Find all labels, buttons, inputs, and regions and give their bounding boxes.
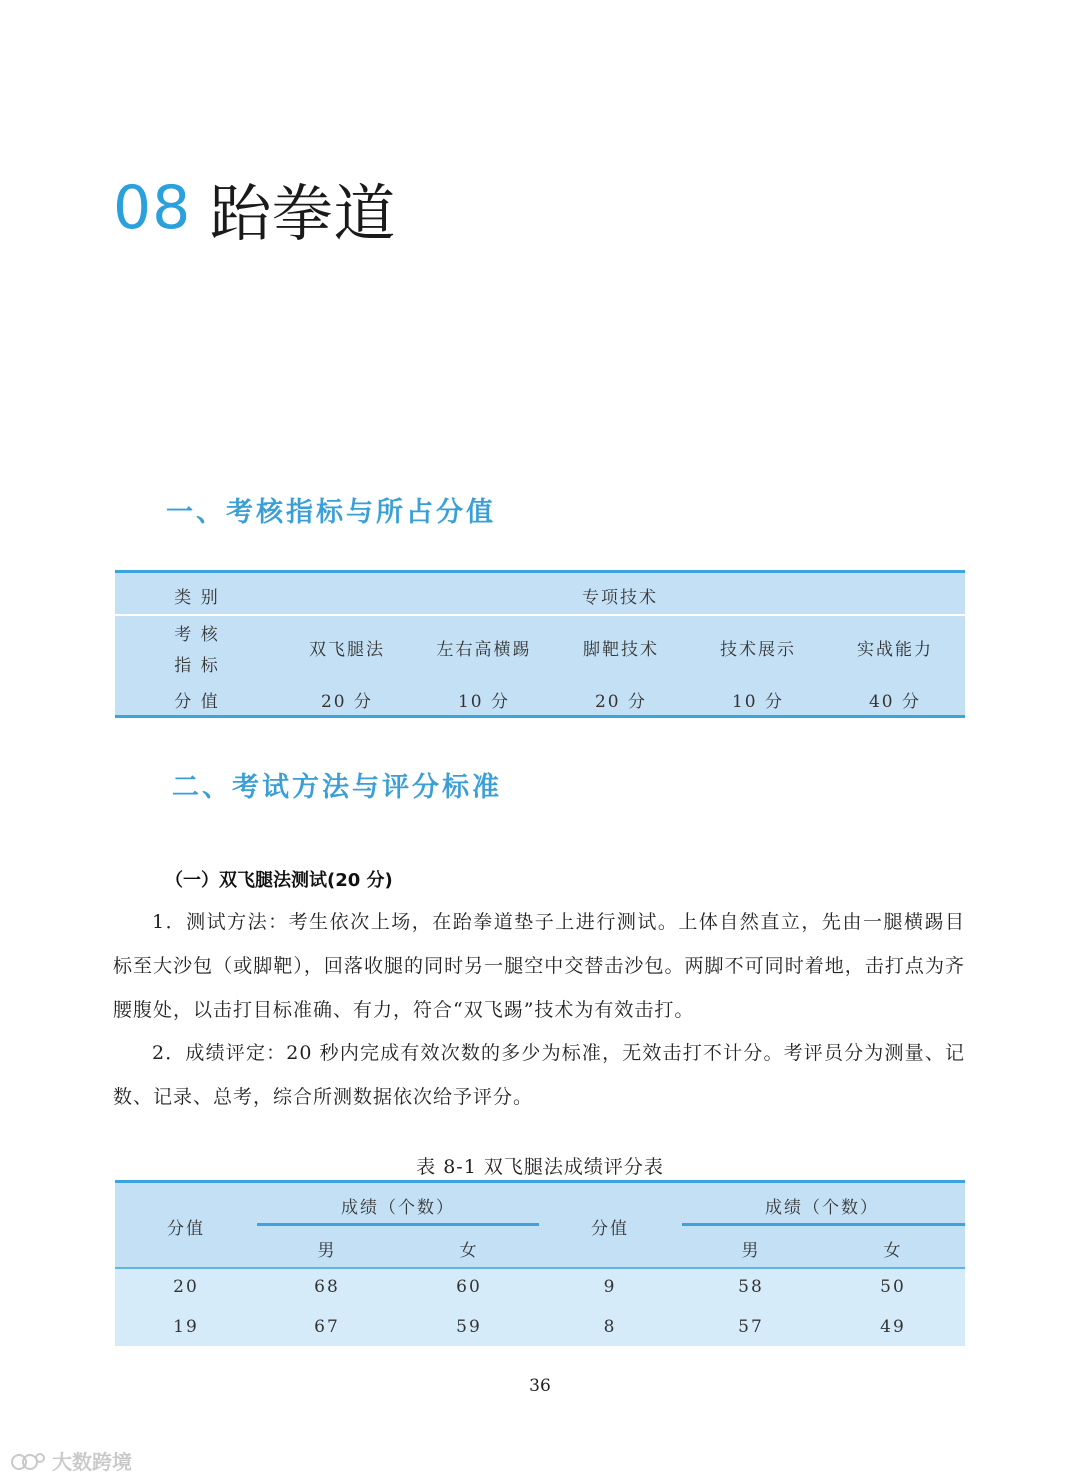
score-value: 20 分 [320,692,374,712]
result-header: 成绩（个数） [765,1198,879,1218]
male-header: 男 [741,1241,761,1261]
group-underline [682,1223,965,1226]
assessment-table [115,570,965,718]
table-cell: 49 [880,1317,906,1337]
index-label-line1: 考 核 [174,625,220,645]
table-cell: 67 [314,1317,340,1337]
table-cell: 60 [456,1277,482,1297]
female-header: 女 [883,1241,903,1261]
score-value: 40 分 [868,692,922,712]
header-divider [115,1267,965,1269]
table-caption: 表 8-1 双飞腿法成绩评分表 [416,1156,664,1178]
chapter-title [113,168,395,248]
table-cell: 57 [738,1317,764,1337]
score-value: 10 分 [457,692,511,712]
table-row-divider [115,614,965,616]
score-header: 分值 [591,1219,629,1239]
watermark [10,1446,132,1475]
section-heading-method: 二、考试方法与评分标准 [172,772,502,803]
score-table [115,1180,965,1346]
result-header: 成绩（个数） [341,1198,455,1218]
table-cell: 68 [314,1277,340,1297]
score-value: 20 分 [594,692,648,712]
page-number: 36 [529,1376,551,1396]
group-underline [257,1223,539,1226]
table-cell: 58 [738,1277,764,1297]
table-cell: 50 [880,1277,906,1297]
index-item: 双飞腿法 [309,640,385,660]
score-value: 10 分 [731,692,785,712]
paragraph-evaluation: 2．成绩评定：20 秒内完成有效次数的多少为标准，无效击打不计分。考评员分为测量、记数、记录、总考，综合所测数据依次给予评分。 [113,1042,965,1108]
table-cell: 20 [173,1277,199,1297]
table-cell: 9 [603,1277,617,1297]
table-cell: 8 [603,1317,617,1337]
male-header: 男 [317,1241,337,1261]
table-cell: 19 [173,1317,199,1337]
paragraph-method: 1．测试方法：考生依次上场，在跆拳道垫子上进行测试。上体自然直立，先由一腿横踢目标至大沙包（或脚靶），回落收腿的同时另一腿空中交替击沙包。两脚不可同时着地，击打点为齐腰腹处，以击打目标准确、有力，符合“双飞踢”技术为有效击打。 [113,911,965,1021]
watermark-text: 大数跨境 [52,1450,132,1474]
score-label: 分 值 [174,692,220,712]
category-label: 类 别 [174,588,220,608]
index-item: 脚靶技术 [583,640,659,660]
section-heading-assessment: 一、考核指标与所占分值 [166,497,496,528]
table-cell: 59 [456,1317,482,1337]
subsection-heading: （一）双飞腿法测试(20 分) [165,870,393,891]
chapter-number: 08 [113,173,192,243]
chapter-name: 跆拳道 [209,176,396,250]
index-item: 实战能力 [857,640,933,660]
score-header: 分值 [167,1219,205,1239]
index-item: 技术展示 [720,640,796,660]
category-value: 专项技术 [582,588,658,608]
index-item: 左右高横踢 [436,640,532,660]
watermark-logo-icon [10,1448,46,1474]
index-label-line2: 指 标 [174,656,220,676]
female-header: 女 [459,1241,479,1261]
table-body [115,1269,965,1346]
